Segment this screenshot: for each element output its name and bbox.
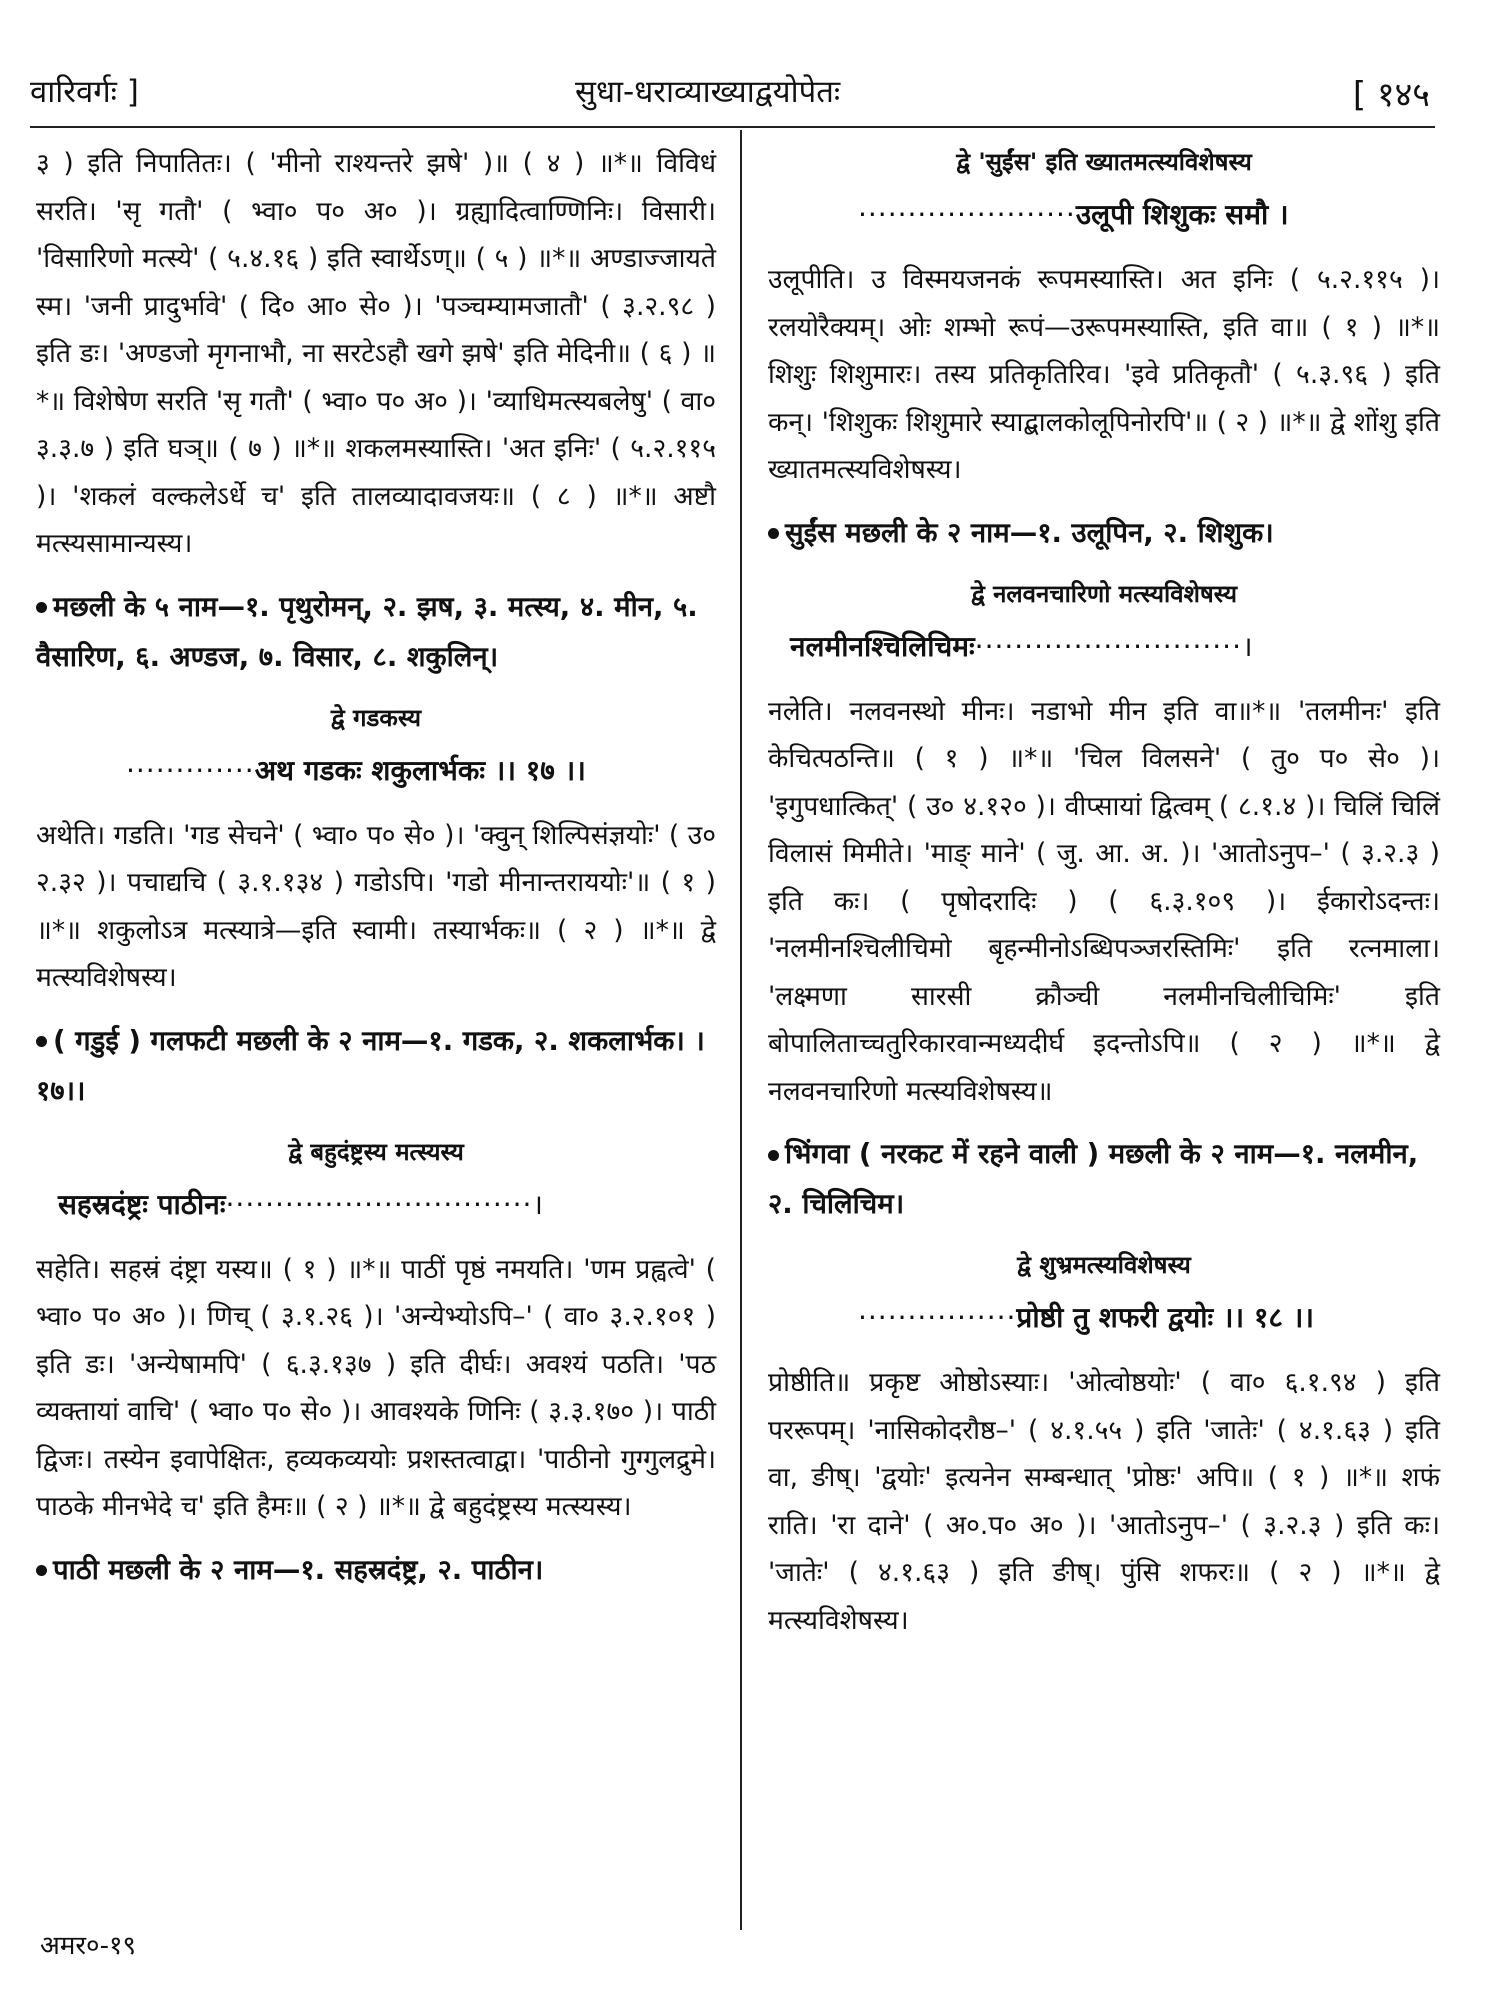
commentary-paragraph: सहेति। सहस्रं दंष्ट्रा यस्य॥ ( १ ) ॥*॥ पाठीं पृष्ठं नमयति। 'णम प्रह्वत्वे' ( भ्वा० प० अ० )। णिच् ( ३.१.२६ )। 'अन्येभ्योऽपि–' ( वा० ३.२.१०१ ) इति डः। 'अन्येषामपि' ( ६.३.१३७ ) इति दीर्घः। अवश्यं पठति। 'पठ व्यक्तायां वाचि' ( भ्वा० प० से० )। आवश्यके णिनिः ( ३.३.१७० )। पाठी द्विजः। तस्येन इवापेक्षितः, हव्यकव्ययोः प्रशस्तत्वाद्वा। 'पाठीनो गुग्गुलद्रुमे। पाठके मीनभेदे च' इति हैमः॥ ( २ ) ॥*॥ द्वे बहुदंष्ट्रस्य मत्स्यस्य। xyxy=(36,1253,716,1522)
book-title: सुधा-धराव्याख्याद्वयोपेतः xyxy=(575,74,841,110)
header-rule xyxy=(30,126,1435,128)
bullet-icon xyxy=(36,1036,47,1047)
commentary-paragraph: नलेति। नलवनस्थो मीनः। नडाभो मीन इति वा॥*॥ 'तलमीनः' इति केचित्पठन्ति॥ ( १ ) ॥*॥ 'चिल विलसने' ( तु० प० से० )। 'इगुपधात्कित्' ( उ० ४.१२० )। वीप्सायां द्वित्वम् ( ८.१.४ )। चिलिं चिलिं विलासं मिमीते। 'माङ् माने' ( जु. आ. अ. )। 'आतोऽनुप–' ( ३.२.३ ) इति कः। ( पृषोदरादिः ) ( ६.३.१०९ )। ईकारोऽदन्तः। 'नलमीनश्चिलीचिमो बृहन्मीनोऽब्धिपञ्जरस्तिमिः' इति रत्नमाला। 'लक्ष्मणा सारसी क्रौञ्ची नलमीनचिलीचिमिः' इति बोपालिताच्चतुरिकारवान्मध्यदीर्घ इदन्तोऽपि॥ ( २ ) ॥*॥ द्वे नलवनचारिणो मत्स्यविशेषस्य॥ xyxy=(768,695,1440,1107)
page-footer: अमर०-१९ xyxy=(40,1931,136,1961)
section-title: वारिवर्गः ] xyxy=(30,74,139,110)
commentary-paragraph: उलूपीति। उ विस्मयजनकं रूपमस्यास्ति। अत इनिः ( ५.२.११५ )। रलयोरैक्यम्। ओः शम्भो रूपं—उरूपमस्यास्ति, इति वा॥ ( १ ) ॥*॥ शिशुः शिशुमारः। तस्य प्रतिकृतिरिव। 'इवे प्रतिकृतौ' ( ५.३.९६ ) इति कन्। 'शिशुकः शिशुमारे स्याद्बालकोलूपिनोरपि'॥ ( २ ) ॥*॥ द्वे शोंशु इति ख्यातमत्स्यविशेषस्य। xyxy=(768,264,1440,485)
commentary-paragraph: प्रोष्ठीति॥ प्रकृष्ट ओष्ठोऽस्याः। 'ओत्वोष्ठयोः' ( वा० ६.१.९४ ) इति पररूपम्। 'नासिकोदरौष्ठ–' ( ४.१.५५ ) इति 'जातेः' ( ४.१.६३ ) इति वा, ङीष्। 'द्वयोः' इत्यनेन सम्बन्धात् 'प्रोष्ठः' अपि॥ ( १ ) ॥*॥ शफं राति। 'रा दाने' ( अ०.प० अ० )। 'आतोऽनुप–' ( ३.२.३ ) इति कः। 'जातेः' ( ४.१.६३ ) इति ङीष्। पुंसि शफरः॥ ( २ ) ॥*॥ द्वे मत्स्यविशेषस्य। xyxy=(768,1367,1440,1636)
bullet-icon xyxy=(36,1565,47,1576)
commentary-paragraph: अथेति। गडति। 'गड सेचने' ( भ्वा० प० से० )। 'क्वुन् शिल्पिसंज्ञयोः' ( उ० २.३२ )। पचाद्यचि ( ३.१.१३४ ) गडोऽपि। 'गडो मीनान्तराययोः'॥ ( १ ) ॥*॥ शकुलोऽत्र मत्स्यात्रे—इति स्वामी। तस्यार्भकः॥ ( २ ) ॥*॥ द्वे मत्स्यविशेषस्य। xyxy=(36,819,716,993)
hindi-gloss: पाठी मछली के २ नाम—१. सहस्रदंष्ट्र, २. पाठीन। xyxy=(36,1545,716,1595)
column-divider xyxy=(740,130,742,1930)
verse-line: सहस्रदंष्ट्रः पाठीनः·······························। xyxy=(58,1187,545,1221)
hindi-gloss: ( गडुई ) गलफटी मछली के २ नाम—१. गडक, २. शकलार्भक। ।१७।। xyxy=(36,1024,705,1107)
section-heading: द्वे गडकस्य xyxy=(330,703,422,732)
section-heading: द्वे 'सुईंस' इति ख्यातमत्स्यविशेषस्य xyxy=(956,148,1252,176)
hindi-gloss: भिंगवा ( नरकट में रहने वाली ) मछली के २ नाम—१. नलमीन, २. चिलिचिम। xyxy=(768,1138,1419,1220)
verse-line: नलमीनश्चिलिचिमः···························। xyxy=(790,629,1254,663)
verse-line: ······················उलूपी शिशुकः समौ । xyxy=(858,198,1289,231)
verse-line: ················प्रोष्ठी तु शफरी द्वयोः ।। १८ ।। xyxy=(858,1301,1314,1334)
bullet-icon xyxy=(768,528,779,539)
right-column xyxy=(768,140,1440,1644)
bullet-icon xyxy=(768,1150,779,1161)
section-heading: द्वे नलवनचारिणो मत्स्यविशेषस्य xyxy=(970,579,1238,608)
section-heading: द्वे बहुदंष्ट्रस्य मत्स्यस्य xyxy=(288,1137,464,1166)
bullet-icon xyxy=(36,602,47,613)
hindi-gloss: सुईंस मछली के २ नाम—१. उलूपिन, २. शिशुक। xyxy=(768,508,1440,558)
section-heading: द्वे शुभ्रमत्स्यविशेषस्य xyxy=(1017,1251,1191,1279)
left-column xyxy=(36,140,716,1609)
page-number: [ १४५ xyxy=(1352,75,1430,115)
page-header xyxy=(30,70,1430,126)
commentary-paragraph: ३ ) इति निपातितः। ( 'मीनो राश्यन्तरे झषे' )॥ ( ४ ) ॥*॥ विविधं सरति। 'सृ गतौ' ( भ्वा० प० अ० )। ग्रह्यादित्वाण्णिनिः। विसारी। 'विसारिणो मत्स्ये' ( ५.४.१६ ) इति स्वार्थेऽण्॥ ( ५ ) ॥*॥ अण्डाज्जायते स्म। 'जनी प्रादुर्भावे' ( दि० आ० से० )। 'पञ्चम्यामजातौ' ( ३.२.९८ ) इति डः। 'अण्डजो मृगनाभौ, ना सरटेऽहौ खगे झषे' इति मेदिनी॥ ( ६ ) ॥*॥ विशेषेण सरति 'सृ गतौ' ( भ्वा० प० अ० )। 'व्याधिमत्स्यबलेषु' ( वा० ३.३.७ ) इति घञ्॥ ( ७ ) ॥*॥ शकलमस्यास्ति। 'अत इनिः' ( ५.२.११५ )। 'शकलं वल्कलेऽर्धे च' इति तालव्यादावजयः॥ ( ८ ) ॥*॥ अष्टौ मत्स्यसामान्यस्य। xyxy=(36,148,716,559)
verse-line: ·············अथ गडकः शकुलार्भकः ।। १७ ।। xyxy=(126,753,586,787)
hindi-gloss: मछली के ५ नाम—१. पृथुरोमन्, २. झष, ३. मत्स्य, ४. मीन, ५. वैसारिण, ६. अण्डज, ७. विसार, ८. शकुलिन्। xyxy=(36,590,698,673)
